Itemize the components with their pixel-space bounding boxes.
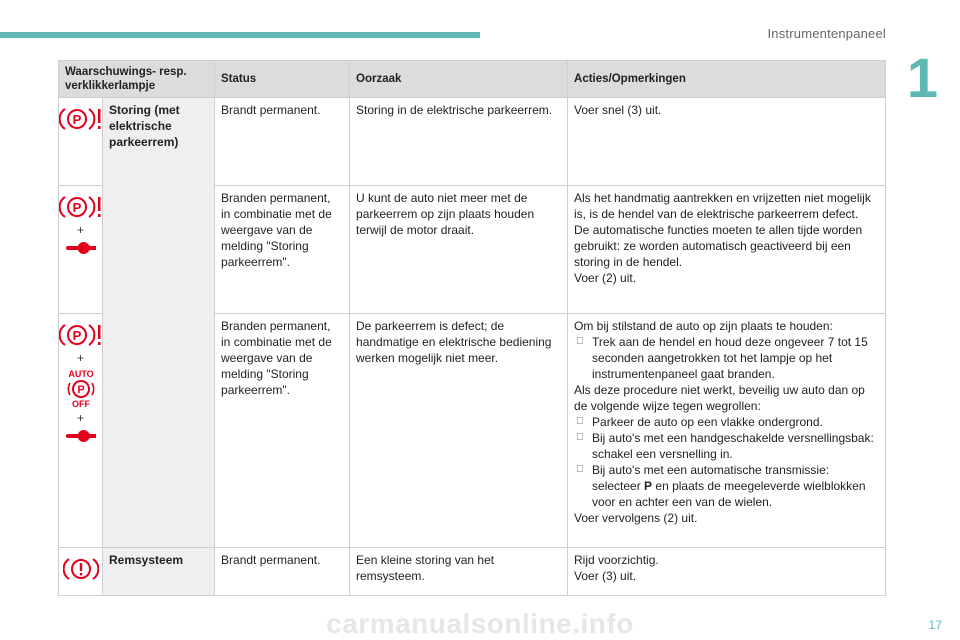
bullet-marker — [576, 414, 584, 430]
action-bullet — [574, 334, 879, 382]
chapter-number: 1 — [906, 46, 938, 109]
header-lamp: Waarschuwings- resp. verklikkerlampje — [59, 61, 215, 98]
section-title: Instrumentenpaneel — [767, 26, 886, 41]
header-status: Status — [215, 61, 350, 98]
svg-text:P: P — [72, 200, 82, 215]
bullet-marker — [576, 334, 584, 350]
status-cell: Brandt permanent. — [215, 98, 350, 186]
actions-cell — [568, 186, 886, 314]
action-bullet-text: Bij auto's met een automatische transmissie: selecteer — [592, 463, 830, 493]
action-line: Voer vervolgens (2) uit. — [574, 511, 698, 525]
wrench-icon — [63, 428, 99, 444]
action-bullet — [574, 430, 879, 462]
actions-cell — [568, 548, 886, 596]
bullet-marker — [576, 462, 584, 478]
plus-sign: + — [76, 223, 84, 237]
action-line: Als deze procedure niet werkt, beveilig uw auto dan op de volgende wijze tegen wegrollen: — [574, 383, 865, 413]
actions-cell — [568, 98, 886, 186]
action-line: Voer snel (3) uit. — [574, 103, 662, 117]
header-accent-bar — [0, 32, 480, 38]
header-cause: Oorzaak — [350, 61, 568, 98]
plus-sign: + — [76, 351, 84, 365]
group-name-cell: Storing (met elektrische parkeerrem) — [103, 98, 215, 548]
svg-text:P: P — [72, 328, 82, 343]
off-label: OFF — [71, 399, 90, 408]
table-row — [59, 98, 886, 186]
icon-cell — [59, 98, 103, 186]
page-number: 17 — [928, 618, 942, 632]
cause-cell: Een kleine storing van het remsysteem. — [350, 548, 568, 596]
parking-brake-warning-icon — [59, 194, 103, 220]
name-cell: Remsysteem — [103, 548, 215, 596]
actions-cell — [568, 314, 886, 548]
cause-cell: U kunt de auto niet meer met de parkeerrem op zijn plaats houden terwijl de motor draait. — [350, 186, 568, 314]
action-line: Als het handmatig aantrekken en vrijzetten niet mogelijk is, is de hendel van de elektrische parkeerrem defect. — [574, 191, 871, 221]
gear-p-label: P — [644, 479, 653, 493]
warning-lamps-table — [58, 60, 886, 596]
icon-cell — [59, 314, 103, 548]
table-row — [59, 548, 886, 596]
svg-text:P: P — [72, 112, 82, 127]
status-cell: Branden permanent, in combinatie met de weergave van de melding "Storing parkeerrem". — [215, 314, 350, 548]
action-bullet — [574, 462, 879, 510]
brake-system-warning-icon — [63, 556, 99, 582]
action-line: Voer (2) uit. — [574, 271, 637, 285]
action-line: Om bij stilstand de auto op zijn plaats te houden: — [574, 319, 833, 333]
plus-sign: + — [76, 411, 84, 425]
cause-cell: De parkeerrem is defect; de handmatige en elektrische bediening werken mogelijk niet meer. — [350, 314, 568, 548]
action-line: Rijd voorzichtig. — [574, 553, 659, 567]
auto-off-icon — [61, 368, 101, 408]
action-bullet — [574, 414, 879, 430]
icon-cell — [59, 186, 103, 314]
cause-cell: Storing in de elektrische parkeerrem. — [350, 98, 568, 186]
action-line: De automatische functies moeten te allen tijde worden gebruikt: ze worden automatisch geactiveerd bij een storing in de hendel. — [574, 223, 863, 269]
icon-cell — [59, 548, 103, 596]
action-line: Voer (3) uit. — [574, 569, 637, 583]
action-bullet-text: Parkeer de auto op een vlakke ondergrond. — [592, 415, 823, 429]
action-bullet-text: en plaats de meegeleverde wielblokken voor en achter een van de wielen. — [592, 479, 866, 509]
header-actions: Acties/Opmerkingen — [568, 61, 886, 98]
auto-label: AUTO — [67, 369, 94, 379]
parking-brake-warning-icon — [59, 322, 103, 348]
action-bullet-text: Bij auto's met een handgeschakelde versnellingsbak: schakel een versnelling in. — [592, 431, 874, 461]
svg-text:P: P — [76, 384, 85, 396]
wrench-icon — [63, 240, 99, 256]
action-bullet-text: Trek aan de hendel en houd deze ongeveer 7 tot 15 seconden aangetrokken tot het lampje op het instrumentenpaneel gaat branden. — [592, 335, 868, 381]
status-cell: Brandt permanent. — [215, 548, 350, 596]
table-header-row — [59, 61, 886, 98]
bullet-marker — [576, 430, 584, 446]
watermark: carmanualsonline.info — [326, 608, 634, 639]
status-cell: Branden permanent, in combinatie met de weergave van de melding "Storing parkeerrem". — [215, 186, 350, 314]
parking-brake-warning-icon — [59, 106, 103, 132]
